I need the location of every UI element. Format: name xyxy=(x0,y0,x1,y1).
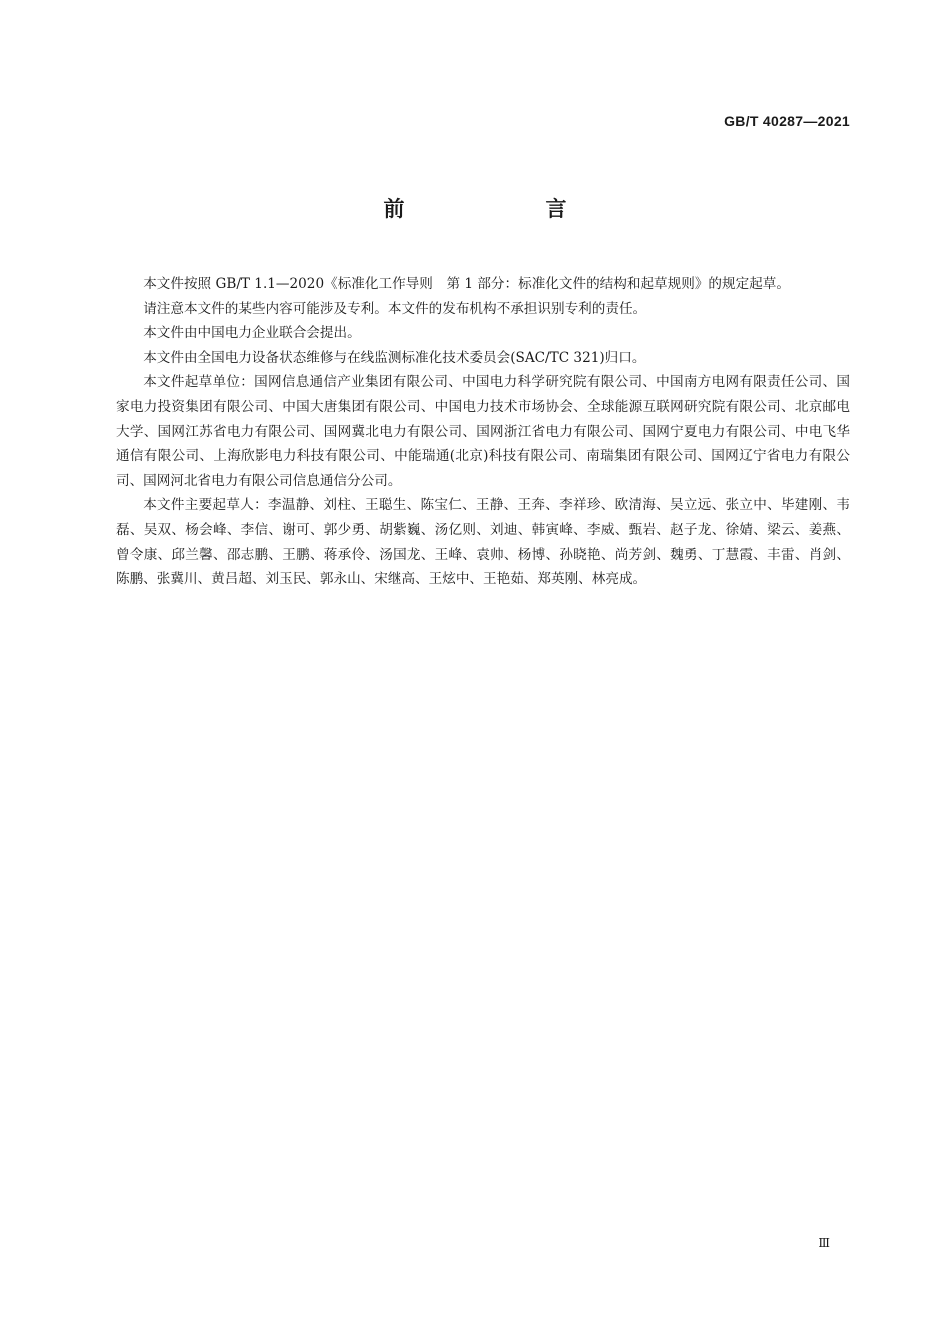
paragraph-committee: 本文件由全国电力设备状态维修与在线监测标准化技术委员会(SAC/TC 321)归口。 xyxy=(143,349,646,366)
paragraph-drafting-rules: 本文件按照 GB/T 1.1—2020《标准化工作导则 第 1 部分：标准化文件的结构和起草规则》的规定起草。 xyxy=(143,276,790,292)
page-number: Ⅲ xyxy=(818,1236,830,1250)
page-title: 前 言 xyxy=(383,197,627,221)
paragraph-drafters: 本文件主要起草人：李温静、刘柱、王聪生、陈宝仁、王静、王奔、李祥珍、欧清海、吴立远、张立中、毕建刚、韦磊、吴双、杨会峰、李信、谢可、郭少勇、胡紫巍、汤亿则、刘迪、韩寅峰、李威、甄岩、赵子龙、徐婧、梁云、姜燕、曾令康、邱兰馨、邵志鹏、王鹏、蒋承伶、汤国龙、王峰、袁帅、杨博、孙晓艳、尚芳剑、魏勇、丁慧霞、丰雷、肖剑、陈鹏、张冀川、黄吕超、刘玉民、郭永山、宋继高、王炫中、王艳茹、郑英刚、林亮成。 xyxy=(116,497,850,588)
document-body xyxy=(116,272,850,592)
paragraph-patent-notice: 请注意本文件的某些内容可能涉及专利。本文件的发布机构不承担识别专利的责任。 xyxy=(143,300,647,317)
paragraph-drafting-units: 本文件起草单位：国网信息通信产业集团有限公司、中国电力科学研究院有限公司、中国南方电网有限责任公司、国家电力投资集团有限公司、中国大唐集团有限公司、中国电力技术市场协会、全球能源互联网研究院有限公司、北京邮电大学、国网江苏省电力有限公司、国网冀北电力有限公司、国网浙江省电力有限公司、国网宁夏电力有限公司、中电飞华通信有限公司、上海欣影电力科技有限公司、中能瑞通(北京)科技有限公司、南瑞集团有限公司、国网辽宁省电力有限公司、国网河北省电力有限公司信息通信分公司。 xyxy=(116,374,850,489)
standard-number: GB/T 40287—2021 xyxy=(724,113,850,129)
paragraph-proposer: 本文件由中国电力企业联合会提出。 xyxy=(143,325,361,342)
